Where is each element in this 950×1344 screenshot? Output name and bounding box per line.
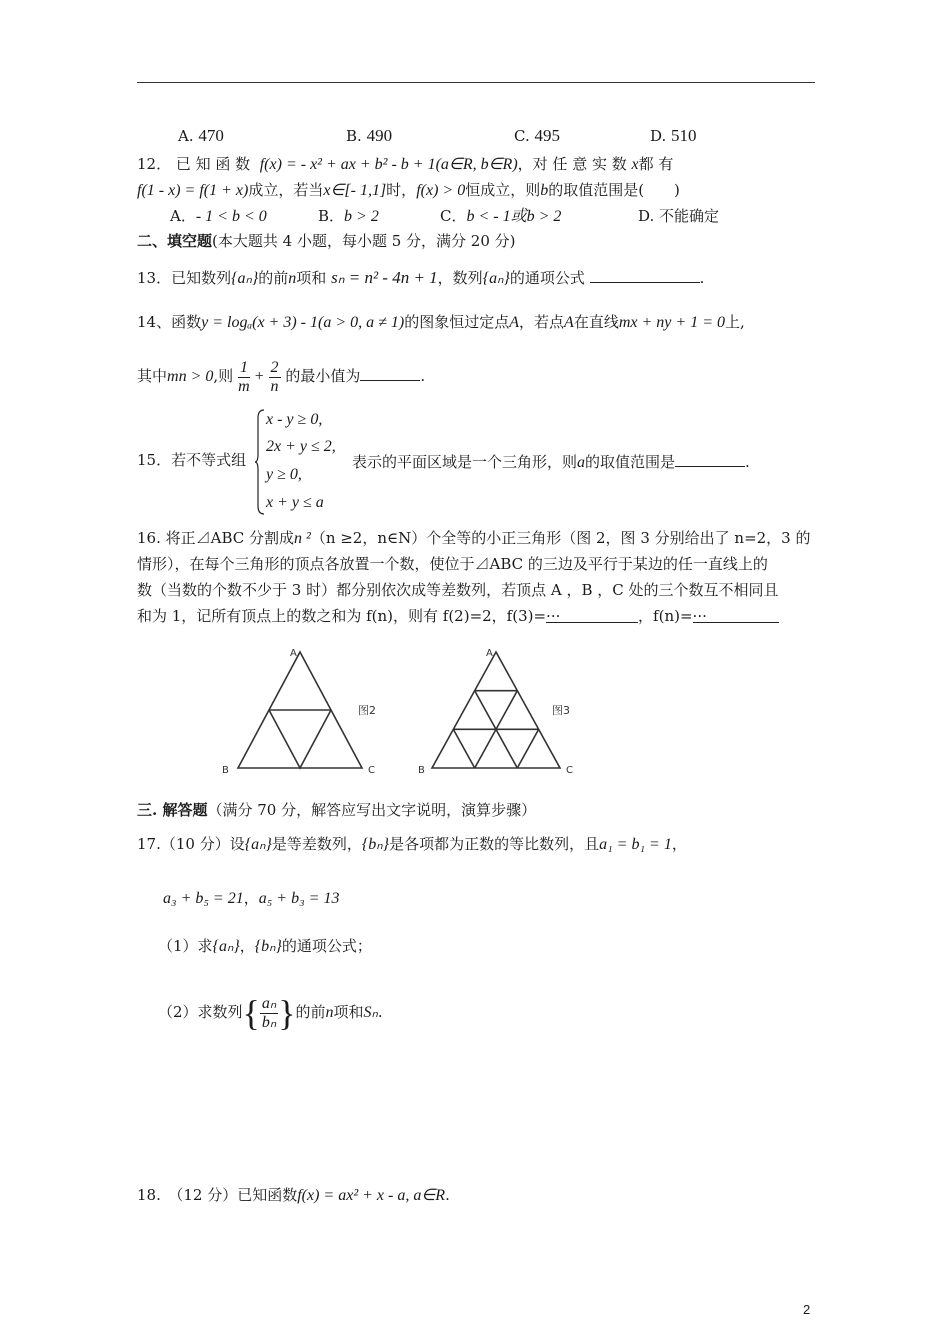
q14-line2: 其中mn > 0,则 $\frac{1}{m}$ + $\frac{2}{n}$ 的最小值为 . <box>137 358 426 395</box>
q15-constraint-4: x + y ≤ a <box>266 494 324 511</box>
q12-line1: 12． 已 知 函 数 f(x) = - x² + ax + b² - b + 1(a∈R, b∈R)，对 任 意 实 数 x都 有 <box>137 155 674 173</box>
fig2-label-b: B <box>222 765 229 775</box>
fig2-label-a: A <box>290 648 297 659</box>
q17-part2: （2）求数列{ $\frac{\text{aₙ}}{\text{bₙ}}$ }的前n项和Sₙ. <box>158 993 383 1033</box>
q11-option-c: C. 495 <box>514 126 560 145</box>
figure-2-triangle <box>212 640 392 775</box>
q11-option-d: D. 510 <box>650 126 697 145</box>
q18: 18. （12 分）已知函数f(x) = ax² + x - a, a∈R. <box>137 1186 450 1204</box>
q16-line2: 情形），在每个三角形的顶点各放置一个数，使位于⊿ABC 的三边及平行于某边的任一直线上的 <box>137 555 768 573</box>
q16-answer-blank-fn[interactable]: ··· <box>693 606 779 623</box>
system-brace <box>254 408 266 516</box>
fraction-1-over-m: $\frac{1}{m}$ <box>238 358 250 395</box>
fraction-an-over-bn: $\frac{\text{aₙ}}{\text{bₙ}}$ <box>261 994 277 1031</box>
fig3-label-c: C <box>566 765 573 775</box>
section2-heading: 二、填空题(本大题共 4 小题，每小题 5 分，满分 20 分) <box>137 232 516 250</box>
q11-option-a: A. 470 <box>178 126 224 145</box>
q12-option-b: B．b > 2 <box>318 207 379 225</box>
q14-line1: 14、函数y = logₐ(x + 3) - 1(a > 0, a ≠ 1)的图象恒过定点A，若点A在直线mx + ny + 1 = 0上, <box>137 313 745 331</box>
fig3-label-b: B <box>418 765 425 775</box>
q13: 13．已知数列{aₙ}的前n项和 sₙ = n² - 4n + 1，数列{aₙ}的通项公式 . <box>137 268 705 287</box>
figure-3-triangle <box>412 640 602 775</box>
q16-line4: 和为 1，记所有顶点上的数之和为 f(n)，则有 f(2)=2，f(3)=··· ，f(n)=··· <box>137 606 779 626</box>
q11-option-b: B. 490 <box>346 126 393 145</box>
q17-part1: （1）求{aₙ}，{bₙ}的通项公式； <box>158 937 372 955</box>
fraction-2-over-n: $\frac{2}{n}$ <box>270 358 279 395</box>
q17-line1: 17.（10 分）设{aₙ}是等差数列，{bₙ}是各项都为正数的等比数列，且a₁ = b₁ = 1， <box>137 835 687 853</box>
q12-line2: f(1 - x) = f(1 + x)成立，若当x∈[- 1,1]时，f(x) > 0恒成立，则b的取值范围是( ) <box>137 181 680 199</box>
fig2-caption: 图2 <box>358 704 376 717</box>
q15-text: 表示的平面区域是一个三角形，则a的取值范围是 . <box>352 450 750 473</box>
q13-answer-blank[interactable] <box>590 266 700 283</box>
fig3-label-a: A <box>486 648 493 659</box>
fig3-caption: 图3 <box>552 704 570 717</box>
q12-option-c: C．b < - 1或b > 2 <box>440 207 562 225</box>
q15-constraint-3: y ≥ 0, <box>266 466 302 483</box>
q15-constraint-2: 2x + y ≤ 2, <box>266 438 336 455</box>
fig2-label-c: C <box>368 765 375 775</box>
q16-answer-blank-f3[interactable]: ··· <box>546 606 638 623</box>
q15-answer-blank[interactable] <box>675 450 745 467</box>
q16-line3: 数（当数的个数不少于 3 时）都分别依次成等差数列，若顶点 A ，B ，C 处的三个数互不相同且 <box>137 581 779 599</box>
page-number: 2 <box>803 1302 811 1317</box>
q15-prefix: 15．若不等式组 <box>137 451 247 469</box>
section3-heading: 三. 解答题（满分 70 分，解答应写出文字说明，演算步骤） <box>137 801 537 819</box>
q15-constraint-1: x - y ≥ 0, <box>266 411 323 428</box>
q16-line1: 16. 将正⊿ABC 分割成n ²（n ≥2，n∈N）个全等的小正三角形（图 2，图 3 分别给出了 n=2，3 的 <box>137 529 811 547</box>
q14-answer-blank[interactable] <box>360 364 420 381</box>
top-rule <box>137 82 815 83</box>
q12-options: A．- 1 < b < 0 <box>170 207 267 225</box>
q17-line2: a₃ + b₅ = 21，a₅ + b₃ = 13 <box>163 889 340 907</box>
q12-option-d: D. 不能确定 <box>638 207 720 225</box>
